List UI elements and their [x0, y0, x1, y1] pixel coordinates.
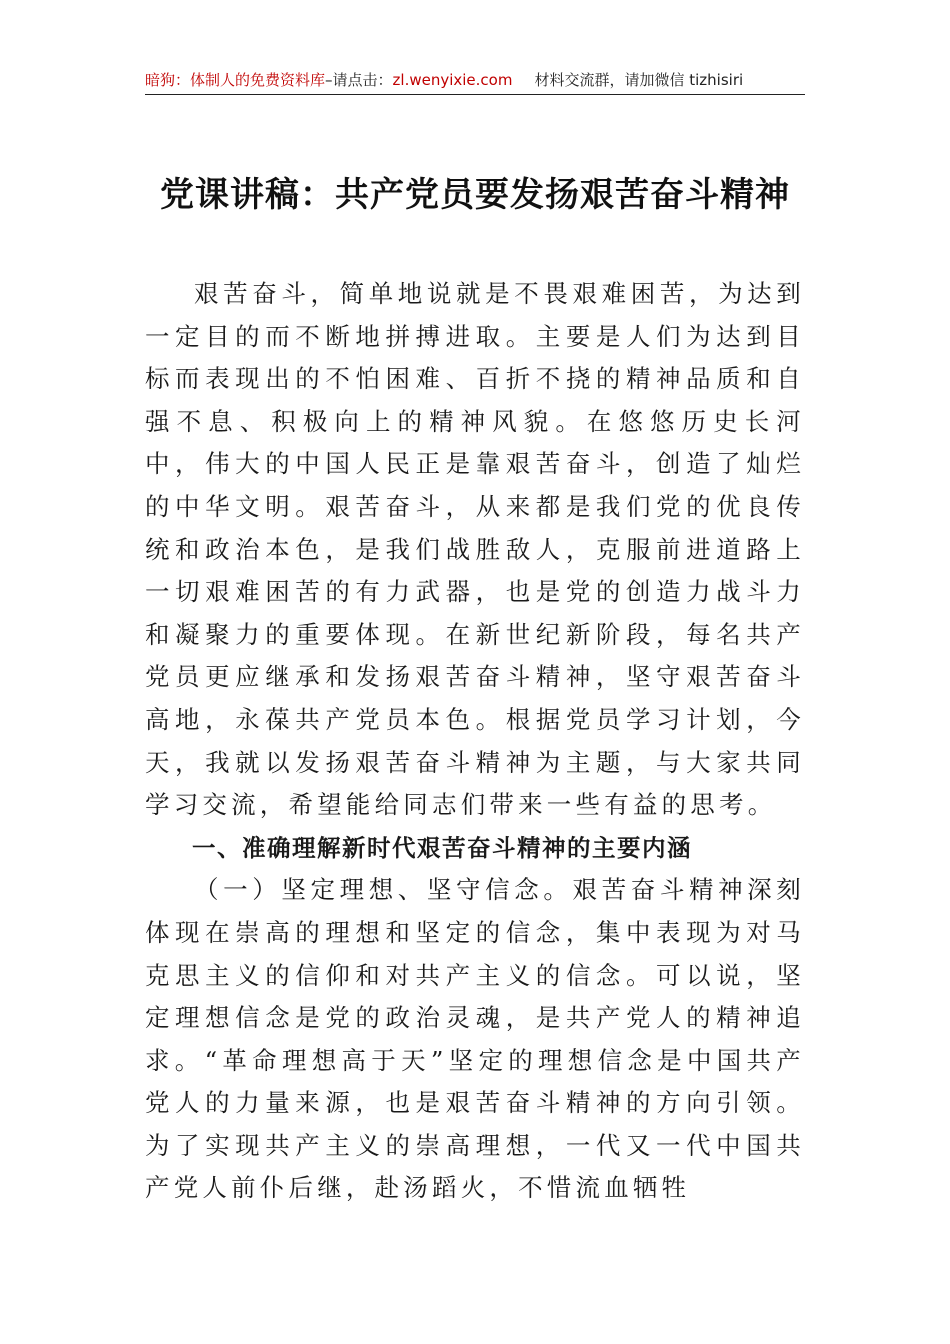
subsection-1-paragraph: （一）坚定理想、坚守信念。艰苦奋斗精神深刻体现在崇高的理想和坚定的信念，集中表现为对马克思主义的信仰和对共产主义的信念。可以说，坚定理想信念是党的政治灵魂，是共产党人的精神追求。“革命理想高于天”坚定的理想信念是中国共产党人的力量来源，也是艰苦奋斗精神的方向引领。为了实现共产主义的崇高理想，一代又一代中国共产党人前仆后继，赴汤蹈火，不惜流血牺牲: [145, 875, 805, 1203]
header-url-link[interactable]: zl.wenyixie.com: [392, 71, 513, 89]
document-body: [145, 273, 805, 1210]
intro-paragraph: 艰苦奋斗，简单地说就是不畏艰难困苦，为达到一定目的而不断地拼搏进取。主要是人们为达到目标而表现出的不怕困难、百折不挠的精神品质和自强不息、积极向上的精神风貌。在悠悠历史长河中，伟大的中国人民正是靠艰苦奋斗，创造了灿烂的中华文明。艰苦奋斗，从来都是我们党的优良传统和政治本色，是我们战胜敌人，克服前进道路上一切艰难困苦的有力武器，也是党的创造力战斗力和凝聚力的重要体现。在新世纪新阶段，每名共产党员更应继承和发扬艰苦奋斗精神，坚守艰苦奋斗高地，永葆共产党员本色。根据党员学习计划，今天，我就以发扬艰苦奋斗精神为主题，与大家共同学习交流，希望能给同志们带来一些有益的思考。: [145, 279, 805, 820]
header-wechat-note: 材料交流群，请加微信 tizhisiri: [534, 71, 744, 89]
page-header: [145, 66, 805, 95]
header-site-name[interactable]: 暗狗：体制人的免费资料库: [145, 71, 326, 89]
document-title: 党课讲稿：共产党员要发扬艰苦奋斗精神: [160, 175, 790, 215]
header-click-prompt: –请点击：: [325, 71, 393, 89]
section-1-heading: 一、准确理解新时代艰苦奋斗精神的主要内涵: [192, 833, 692, 862]
